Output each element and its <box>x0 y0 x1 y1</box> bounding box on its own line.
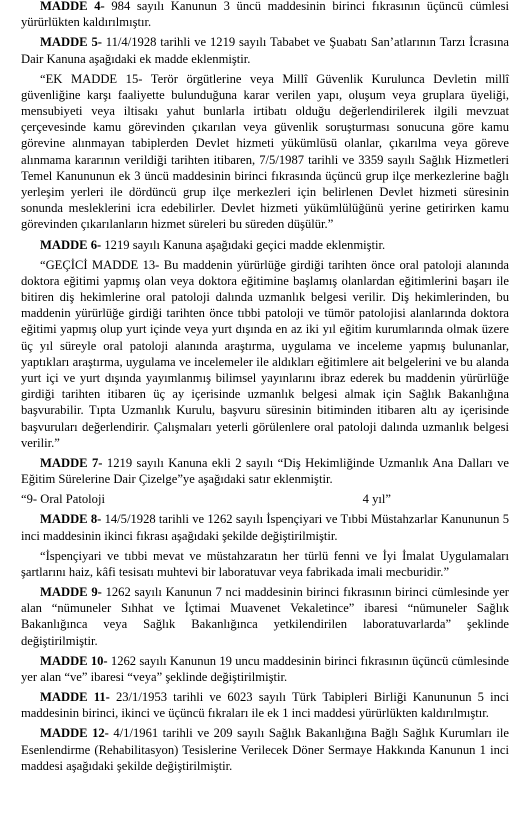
madde-5-text: 11/4/1928 tarihli ve 1219 sayılı Tababet ve Şuabatı San’atlarının Tarzı İcrasına Dair Kanuna aşağıdaki ek madde eklenmiştir. <box>21 35 509 66</box>
law-document-page <box>21 0 509 778</box>
madde-5-paragraph <box>21 34 509 66</box>
madde-7-heading: MADDE 7- <box>40 455 103 470</box>
madde-6-text: 1219 sayılı Kanuna aşağıdaki geçici madde eklenmiştir. <box>101 237 386 252</box>
madde-7-text: 1219 sayılı Kanuna ekli 2 sayılı “Diş Hekimliğinde Uzmanlık Ana Dalları ve Eğitim Sürelerine Dair Çizelge”ye aşağıdaki satır eklenmiştir. <box>21 455 509 487</box>
ek-madde-15-paragraph <box>21 71 509 233</box>
madde-8-heading: MADDE 8- <box>40 512 102 527</box>
madde-8-quote-paragraph <box>21 548 509 580</box>
ek-madde-15-text: “EK MADDE 15- Terör örgütlerine veya Millî Güvenlik Kurulunca Devletin millî güvenliğine karşı faaliyette bulunduğuna karar verilen yapı, oluşum veya gruplara üyeliği, mensubiyeti veya iltisakı yahut bunlarla irtibatı olduğu değerlendirilerek ilgili mevzuat çerçevesinde kamu görevinden çıkarılan veya güvenlik soruşturması sonucuna göre kamu görevine alınmayan tabiplerden Devlet hizmeti yükümlüsü olanlar, çıkarılma veya göreve alınmama kararının verildiği tarihten itibaren, 7/5/1987 tarihli ve 3359 sayılı Sağlık Hizmetleri Temel Kanununun ek 3 üncü maddesinin birinci fıkrasında üçüncü grup ilçe merkezlerine bağlı yerleşim yerleri ile dördüncü grup ilçe merkezleri için belirlenen Devlet hizmeti süresinin sonunda mesleklerini icra edebilirler. Devlet hizmeti yükümlülüğünü yerine getirirken kamu görevinden çıkarılanların hizmet süreleri bu süreden düşülür.” <box>21 71 509 232</box>
gecici-madde-13-text: “GEÇİCİ MADDE 13- Bu maddenin yürürlüğe girdiği tarihten önce oral patoloji alanında doktora eğitimi yapmış olan veya doktora eğitimine başlamış olanlardan eğitimlerini başarı ile bitiren diş hekimlerine oral patoloji dalında uzmanlık belgesi verilir. Diş hekimlerinden, bu maddenin yürürlüğe girdiği tarihten önce tıbbi patoloji ve tümör patolojisi alanlarında doktora eğitimi yapmış olup yurt içinde veya yurt dışında en az iki yıl eğitim kurumlarında olmak üzere üç yıl süreyle oral patoloji alanında araştırma, uygulama ve inceleme yapmış bulunanlar, yaptıkları araştırma, uygulama ve incelemeler ile aldıkları eğitimlere ait belgelerini ve bu alanda yurt içi ve yurt dışında yayımlanmış bilimsel yayınlarını ibraz ederek bu maddenin yürürlüğe girdiği tarihten itibaren üç ay içerisinde uzmanlık belgesi almak için Sağlık Bakanlığına başvurabilir. Tıpta Uzmanlık Kurulu, başvuru süresinin bitiminden itibaren altı ay içerisinde başvuruları değerlendirir. Çalışmaları yeterli görülenlere oral patoloji dalında uzmanlık belgesi verilir.” <box>21 257 509 450</box>
madde-10-text: 1262 sayılı Kanunun 19 uncu maddesinin birinci fıkrasının üçüncü cümlesinde yer alan “ve” ibaresi “veya” şeklinde değiştirilmiştir. <box>21 653 509 684</box>
madde-5-heading: MADDE 5- <box>40 35 102 50</box>
madde-9-text: 1262 sayılı Kanunun 7 nci maddesinin birinci fıkrasının birinci cümlesinde yer alan “nümuneler Sıhhat ve İçtimai Muavenet Vekaletince” ibaresi “nümuneler Sağlık Bakanlığınca veya Sağlık Bakanlığınca yetkilendirilen laboratuvarlarda” şeklinde değiştirilmiştir. <box>21 585 509 648</box>
madde-8-quote-text: “İspençiyari ve tıbbi mevat ve müstahzaratın her türlü fenni ve İyi İmalat Uygulamaları şartlarını haiz, kâfi tesisatı muhtevi bir laboratuvar veya fabrikada imali mecburidir.” <box>21 548 509 579</box>
table-row-oral-patoloji <box>21 491 509 507</box>
madde-9-heading: MADDE 9- <box>40 585 102 600</box>
madde-12-heading: MADDE 12- <box>40 726 109 741</box>
gecici-madde-13-paragraph <box>21 257 509 451</box>
table-row-label: “9- Oral Patoloji <box>21 492 105 507</box>
madde-7-paragraph <box>21 455 509 487</box>
madde-11-text: 23/1/1953 tarihli ve 6023 sayılı Türk Tabipleri Birliği Kanununun 5 inci maddesinin birinci, ikinci ve üçüncü fıkraları ile ek 1 inci maddesi yürürlükten kaldırılmıştır. <box>21 690 510 721</box>
madde-12-paragraph <box>21 725 509 774</box>
madde-8-paragraph <box>21 511 509 543</box>
madde-10-heading: MADDE 10- <box>40 653 108 668</box>
madde-4-text: 984 sayılı Kanunun 3 üncü maddesinin birinci fıkrasının üçüncü cümlesi yürürlükten kaldırılmıştır. <box>21 0 509 30</box>
table-row-duration: 4 yıl” <box>362 492 391 507</box>
madde-4-heading: MADDE 4- <box>40 0 105 13</box>
madde-6-heading: MADDE 6- <box>40 237 102 252</box>
madde-6-paragraph <box>21 237 509 253</box>
madde-9-paragraph <box>21 584 509 649</box>
madde-10-paragraph <box>21 653 509 685</box>
madde-12-text: 4/1/1961 tarihli ve 209 sayılı Sağlık Bakanlığına Bağlı Sağlık Kurumları ile Esenlendirme (Rehabilitasyon) Tesislerine Verilecek Döner Sermaye Hakkında Kanunun 1 inci maddesi aşağıdaki şekilde değiştirilmiştir. <box>21 726 509 773</box>
madde-8-text: 14/5/1928 tarihli ve 1262 sayılı İspençiyari ve Tıbbi Müstahzarlar Kanununun 5 inci maddesinin ikinci fıkrası aşağıdaki şekilde değiştirilmiştir. <box>21 512 510 543</box>
madde-11-paragraph <box>21 689 509 721</box>
madde-4-paragraph <box>21 0 509 30</box>
madde-11-heading: MADDE 11- <box>40 690 110 705</box>
